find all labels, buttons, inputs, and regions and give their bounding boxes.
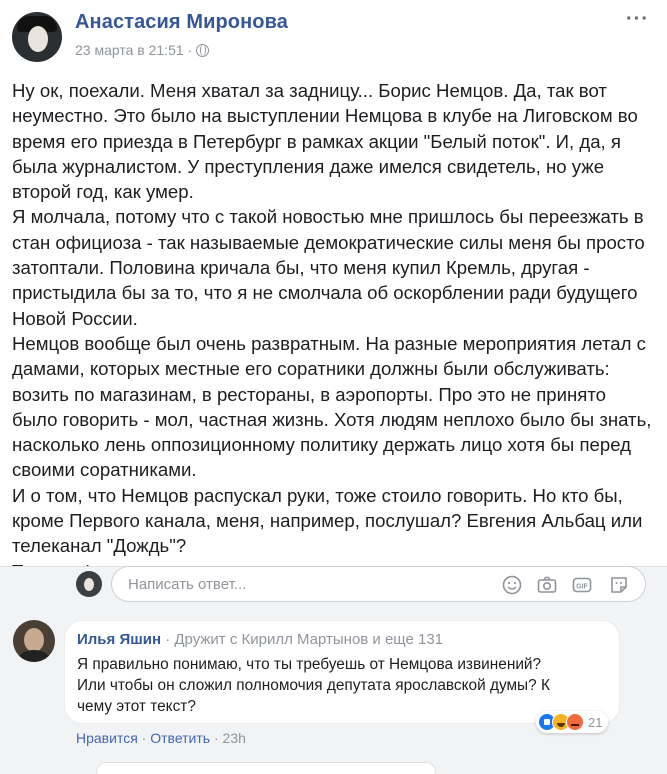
emoji-icon[interactable] [501,574,523,596]
post-line: второй год, как умер. [12,181,194,203]
comment-header [77,631,443,648]
avatar-face [28,26,48,52]
post-timestamp[interactable]: 23 марта в 21:51 · [75,42,193,58]
post-author-name[interactable]: Анастасия Миронова [75,11,288,33]
comment-line: чему этот текст? [77,698,196,715]
next-reply-preview [96,762,436,774]
commenter-avatar[interactable] [13,620,55,662]
post-line: пристыдила бы за то, что я не смолчала об оскорблении ради будущего [12,282,638,304]
gif-icon[interactable] [571,574,593,596]
comment-bubble [64,620,620,724]
reply-link[interactable]: Ответить [150,730,211,746]
post-line: возить по магазинам, в рестораны, в аэропорты. Про это не принято [12,383,607,405]
comment-text [77,654,617,717]
comments-section [0,566,667,774]
post-line: неуместно. Это было на выступлении Немцова в клубе на Лиговском во [12,105,638,127]
post-line: дамами, которых местные его соратники должны были обслуживать: [12,358,610,380]
comment-line: Или чтобы он сложил полномочия депутата ярославской думы? К [77,677,550,694]
post-line: своими соратниками. [12,459,197,481]
post-line: Ну ок, поехали. Меня хватал за задницу... Борис Немцов. Да, так вот [12,80,607,101]
separator: · [210,730,223,746]
author-avatar[interactable] [12,12,62,62]
comment-time[interactable]: 23h [222,730,246,746]
post-line: время его приезда в Петербург в рамках акции "Белый поток". И, да, я [12,130,621,152]
composer-avatar [76,571,102,597]
reply-composer[interactable] [111,566,646,602]
post-line: была журналистом. У преступления даже имелся свидетель, но уже [12,155,605,177]
reactions-summary[interactable] [536,711,608,733]
post-line: Немцов вообще был очень развратным. На разные мероприятия летал с [12,332,646,354]
reply-input[interactable]: Написать ответ... [128,576,247,593]
post-menu-icon[interactable]: ··· [626,8,649,30]
sticker-icon[interactable] [608,574,630,596]
globe-icon[interactable] [196,44,209,57]
reaction-count: 21 [588,714,603,730]
post-line: Я молчала, потому что с такой новостью мне пришлось бы переезжать в [12,206,644,228]
post-line: Новой России. [12,307,138,329]
post-meta [75,42,209,58]
post-line: было говорить - мол, частная жизнь. Хотя людям неплохо было бы знать, [12,408,652,430]
post-line: стан официоза - так называемые демократические силы меня бы просто [12,231,645,253]
comment-line: Я правильно понимаю, что ты требуешь от Немцова извинений? [77,656,542,673]
post-line: телеканал "Дождь"? [12,535,187,557]
post-line: кроме Первого канала, меня, например, послушал? Евгения Альбац или [12,510,643,532]
post-line: затоптали. Половина кричала бы, что меня купил Кремль, другая - [12,257,590,279]
post-line: насколько лень оппозиционному политику держать лицо хотя бы перед [12,434,631,456]
separator: · [137,730,151,746]
camera-icon[interactable] [536,574,558,596]
svg-text:GIF: GIF [576,583,588,591]
comment-author-name[interactable]: Илья Яшин [77,631,162,648]
post-text [12,78,662,584]
mutual-friends[interactable]: · Дружит с Кирилл Мартынов и еще 131 [161,631,444,648]
comment-actions [76,730,246,746]
like-link[interactable]: Нравится [76,730,138,746]
angry-reaction-icon [566,713,584,731]
post-line: И о том, что Немцов распускал руки, тоже стоило говорить. Но кто бы, [12,484,623,506]
